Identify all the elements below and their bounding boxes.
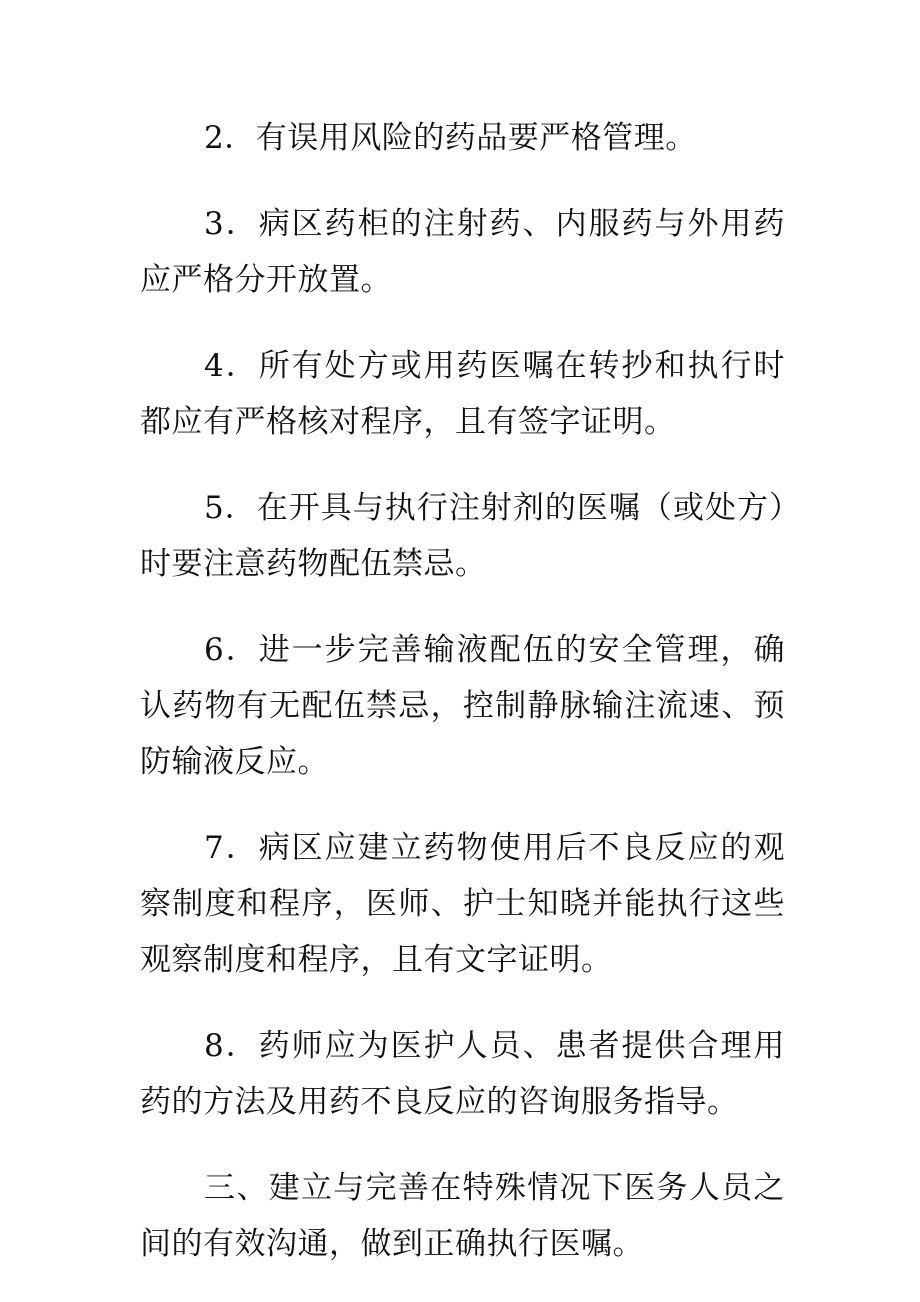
paragraph-item-6: 6．进一步完善输液配伍的安全管理，确认药物有无配伍禁忌，控制静脉输注流速、预防输液反应。	[140, 632, 785, 780]
section-heading-3: 三、建立与完善在特殊情况下医务人员之间的有效沟通，做到正确执行医嘱。	[140, 1170, 785, 1262]
paragraph-item-2: 2．有误用风险的药品要严格管理。	[204, 120, 697, 156]
paragraph-item-7: 7．病区应建立药物使用后不良反应的观察制度和程序，医师、护士知晓并能执行这些观察制度和程序，且有文字证明。	[140, 830, 785, 978]
paragraph-item-3: 3．病区药柜的注射药、内服药与外用药应严格分开放置。	[140, 206, 785, 298]
document-body	[140, 110, 785, 1302]
paragraph-item-4: 4．所有处方或用药医嘱在转抄和执行时都应有严格核对程序，且有签字证明。	[140, 348, 785, 440]
paragraph-item-8: 8．药师应为医护人员、患者提供合理用药的方法及用药不良反应的咨询服务指导。	[140, 1028, 785, 1120]
paragraph-item-5: 5．在开具与执行注射剂的医嘱（或处方）时要注意药物配伍禁忌。	[140, 490, 785, 582]
